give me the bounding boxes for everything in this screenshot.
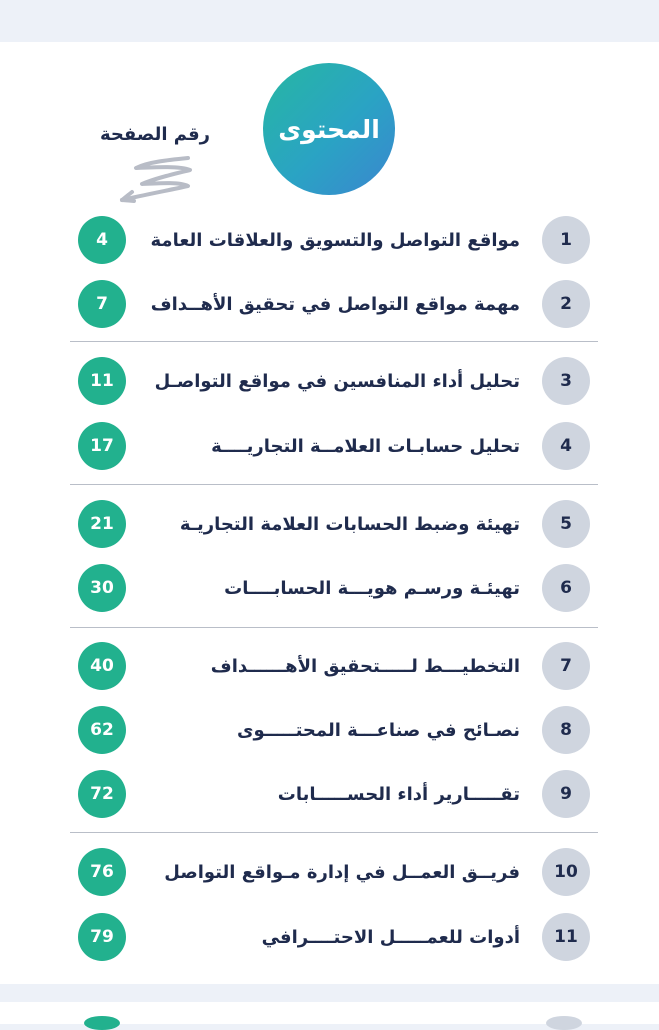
toc-row[interactable]: [78, 706, 590, 754]
chapter-number-badge: 11: [542, 913, 590, 961]
chapter-number-badge: 1: [542, 216, 590, 264]
page-number-badge: 72: [78, 770, 126, 818]
chapter-number-badge: 10: [542, 848, 590, 896]
section-divider: [70, 341, 598, 342]
chapter-number-badge: 3: [542, 357, 590, 405]
toc-row[interactable]: [78, 500, 590, 548]
scribble-arrow-icon: [118, 152, 196, 204]
next-page-badge-peek: [84, 1016, 120, 1030]
toc-row[interactable]: [78, 642, 590, 690]
chapter-number-badge: 7: [542, 642, 590, 690]
toc-item-title: مواقع التواصل والتسويق والعلاقات العامة: [150, 229, 520, 251]
toc-item-title: مهمة مواقع التواصل في تحقيق الأهــداف: [150, 293, 520, 315]
chapter-number-badge: 9: [542, 770, 590, 818]
toc-item-title: فريــق العمــل في إدارة مـواقع التواصل: [164, 861, 520, 883]
page-number-label: رقم الصفحة: [100, 124, 211, 145]
toc-item-title: التخطيـــط لـــــتحقيق الأهــــــداف: [210, 655, 520, 677]
next-page-badge-peek: [546, 1016, 582, 1030]
chapter-number-badge: 2: [542, 280, 590, 328]
section-divider: [70, 484, 598, 485]
section-divider: [70, 832, 598, 833]
toc-row[interactable]: [78, 280, 590, 328]
page-number-badge: 11: [78, 357, 126, 405]
toc-item-title: تحليل أداء المنافسين في مواقع التواصـل: [154, 370, 520, 392]
page-number-badge: 76: [78, 848, 126, 896]
page-number-badge: 21: [78, 500, 126, 548]
toc-row[interactable]: [78, 216, 590, 264]
toc-row[interactable]: [78, 357, 590, 405]
toc-item-title: تهيئة وضبط الحسابات العلامة التجاريـة: [179, 513, 520, 535]
page-number-badge: 30: [78, 564, 126, 612]
page-number-badge: 79: [78, 913, 126, 961]
toc-item-title: تقـــــارير أداء الحســـــابات: [277, 783, 520, 805]
page-number-badge: 4: [78, 216, 126, 264]
toc-item-title: نصـائح في صناعـــة المحتـــــوى: [237, 719, 520, 741]
toc-row[interactable]: [78, 422, 590, 470]
toc-item-title: تهيئـة ورسـم هويـــة الحسابــــات: [224, 577, 520, 599]
page-number-badge: 17: [78, 422, 126, 470]
toc-row[interactable]: [78, 770, 590, 818]
toc-page: [0, 42, 659, 984]
page-number-badge: 62: [78, 706, 126, 754]
chapter-number-badge: 5: [542, 500, 590, 548]
page-title: المحتوى: [278, 114, 380, 144]
chapter-number-badge: 8: [542, 706, 590, 754]
chapter-number-badge: 6: [542, 564, 590, 612]
toc-row[interactable]: [78, 913, 590, 961]
toc-row[interactable]: [78, 564, 590, 612]
title-badge: [263, 63, 395, 195]
toc-item-title: أدوات للعمـــــل الاحتــــرافي: [261, 926, 520, 948]
page-number-badge: 40: [78, 642, 126, 690]
section-divider: [70, 627, 598, 628]
toc-row[interactable]: [78, 848, 590, 896]
toc-item-title: تحليل حسابـات العلامــة التجاريــــة: [211, 435, 520, 457]
chapter-number-badge: 4: [542, 422, 590, 470]
page-number-badge: 7: [78, 280, 126, 328]
